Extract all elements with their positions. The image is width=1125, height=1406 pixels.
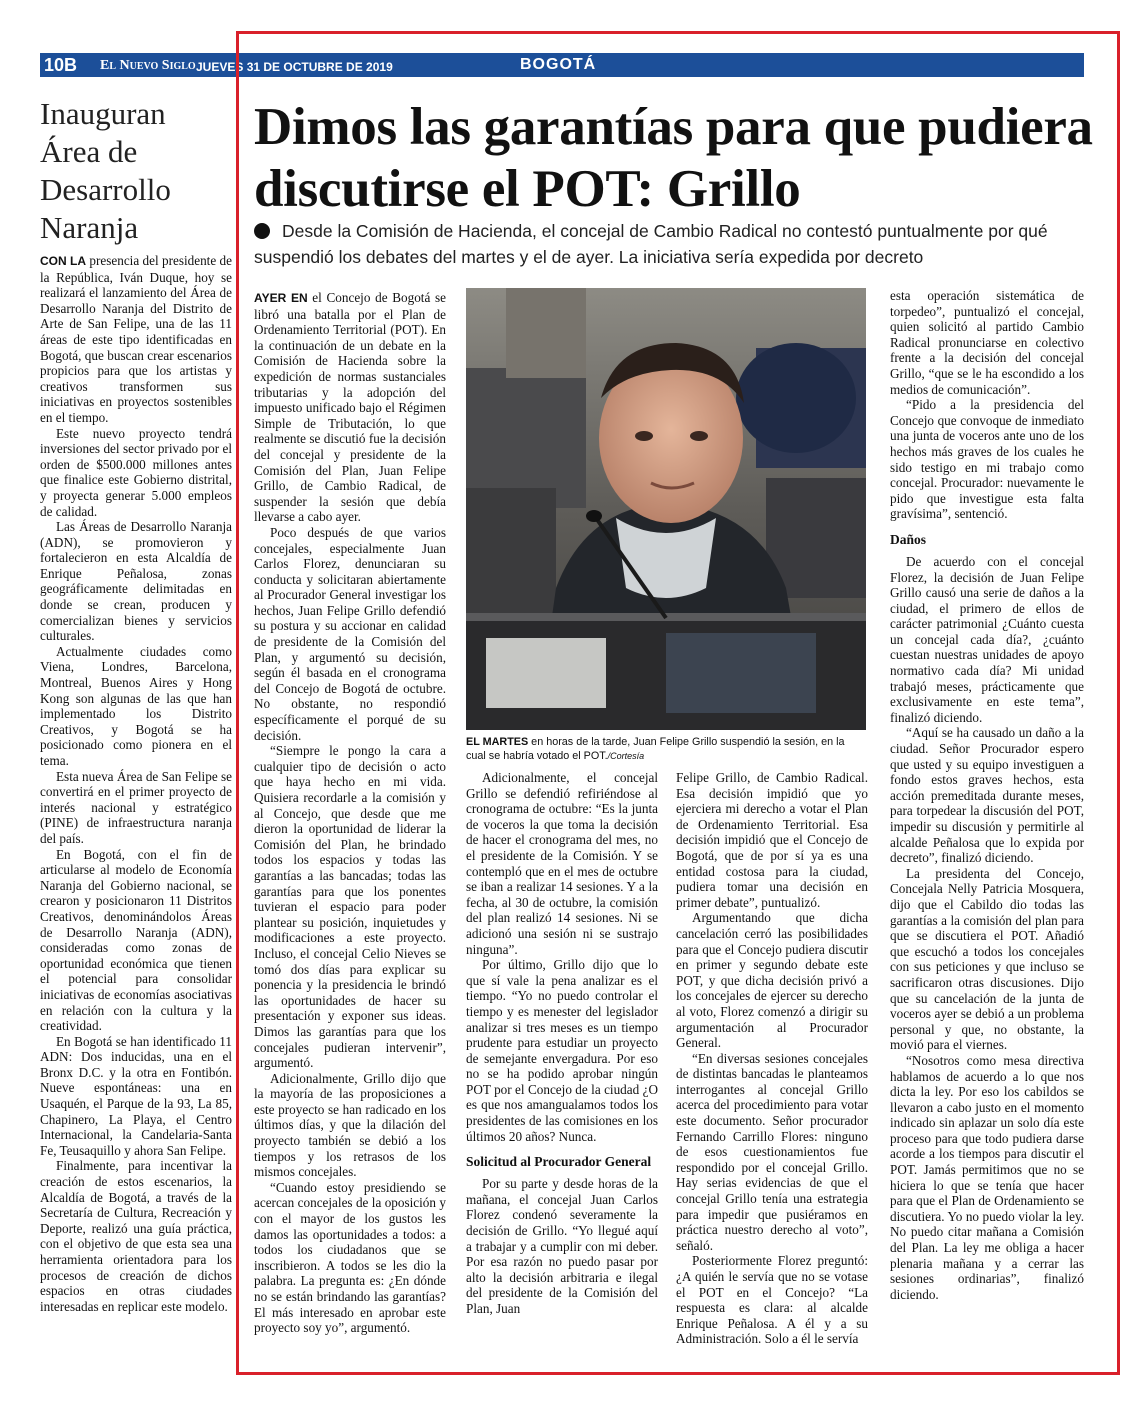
main-story-lead: AYER EN <box>254 291 308 305</box>
main-headline: Dimos las garantías para que pudiera discutirse el POT: Grillo <box>254 98 1093 218</box>
photo-illustration <box>466 288 866 730</box>
paragraph: Por su parte y desde horas de la mañana, el concejal Juan Carlos Florez condenó severamente la decisión de Grillo. “Yo llegué aquí a trabajar y a cumplir con mi deber. Por esa razón no puedo pasar por alto la decisión arbitraria e ilegal del presidente de la Comisión del Plan, Juan <box>466 1176 658 1316</box>
section-name: BOGOTÁ <box>520 56 597 73</box>
paragraph: De acuerdo con el concejal Florez, la decisión de Juan Felipe Grillo causó una serie de daños a la ciudad, el primero de ellos de carácter patrimonial ¿Cuánto cuesta un concejal cada día?, ¿cuánto cuestan nuestras unidades de apoyo normativo cada día? Mi unidad trabajó meses, prácticamente que exclusivamente en este tema”, finalizó diciendo. <box>890 553 1084 725</box>
side-paragraph: En Bogotá se han identificado 11 ADN: Dos inducidas, una en el Bronx D.C. y la otra en Fontibón. Nueve espontáneas: una en Usaquén, el Parque de la 93, La 85, Chapinero, La Playa, el Centro Internacional, la Candelaria-Santa Fe, Teusaquillo y ahora San Felipe. <box>40 1033 232 1158</box>
paragraph: esta operación sistemática de torpedeo”, puntualizó el concejal, quien solicitó al partido Cambio Radical pronunciarse en colectivo frente a la decisión del concejal Grillo, “que se le ha escondido a los medios de comunicación”. <box>890 288 1084 397</box>
main-deck: Desde la Comisión de Hacienda, el concejal de Cambio Radical no contestó puntualmente por qué suspendió los debates del martes y el de ayer. La iniciativa sería expedida por decreto <box>254 221 1048 267</box>
paragraph: Felipe Grillo, de Cambio Radical. Esa decisión impidió que yo ejerciera mi derecho a votar el Plan de Ordenamiento Territorial. Esa decisión impidió que el Concejo de Bogotá, que de por sí ya es una entidad costosa para la ciudad, pudiera tomar una decisión en primer debate”, puntualizó. <box>676 770 868 910</box>
paragraph: Por último, Grillo dijo que lo que sí vale la pena analizar es el tiempo. “Yo no puedo controlar el tiempo y es menester del legislador analizar si tres meses es un tiempo prudente para estudiar un proyecto de semejante envergadura. Por eso no se ha podido aprobar ningún POT por el Concejo de la ciudad ¿O es que nos amangualamos todos los presidentes de las comisiones en los últimos 20 años? Nunca. <box>466 957 658 1144</box>
photo-caption <box>466 735 866 763</box>
side-paragraph: Las Áreas de Desarrollo Naranja (ADN), se promovieron y fortalecieron en esta Alcaldía de Enrique Peñalosa, zonas geográficamente delimitadas en donde se crean, producen y comercializan bienes y servicios culturales. <box>40 519 232 644</box>
page-number: 10B <box>44 55 78 75</box>
caption-text: en horas de la tarde, Juan Felipe Grillo suspendió la sesión, en la cual se habría votado el POT. <box>466 736 845 762</box>
main-column-2 <box>466 770 658 1317</box>
side-paragraph: CON LA presencia del presidente de la República, Iván Duque, hoy se realizará el lanzamiento del Área de Desarrollo Naranja del Distrito de Arte de San Felipe, una de las 11 áreas de este tipo identificadas en Bogotá, que buscan crear escenarios propicios para que los artistas y creativos transformen sus iniciativas en proyectos sostenibles en el tiempo. <box>40 253 233 425</box>
paragraph: AYER EN el Concejo de Bogotá se libró una batalla por el Plan de Ordenamiento Territorial (POT). En la continuación de un debate en la Comisión de Hacienda sobre la expedición de normas sustanciales tributarias y la adopción del impuesto unificado bajo el Régimen Simple de Tributación, lo que realmente se discutió fue la decisión del concejal y presidente de la Comisión del Plan, Juan Felipe Grillo, de Cambio Radical, de suspender la sesión que debía llevarse a cabo ayer. <box>254 290 446 525</box>
paragraph: “En diversas sesiones concejales de distintas bancadas le planteamos interrogantes al concejal Grillo acerca del procedimiento para votar este documento. Señor procurador Fernando Carrillo Flores: ninguno de esos cuestionamientos fue respondido por el concejal Grillo. Hay serias evidencias de que el concejal Grillo tenía una estrategia para impedir que pusiéramos en práctica nuestro derecho al voto”, señaló. <box>676 1050 868 1253</box>
side-story-title: Inauguran Área de Desarrollo Naranja <box>40 96 171 245</box>
paragraph: La presidenta del Concejo, Concejala Nelly Patricia Mosquera, dijo que el Cabildo dio todas las garantías a la comisión del plan para que se discutiera el POT. Añadió que escuchó a todos los concejales con sus peticiones y que incluso se sacrificaron otras discusiones. Dijo que su cancelación de la junta de voceros ayer se debió a un problema personal y que, no obstante, la movió para el viernes. <box>890 865 1084 1053</box>
subhead-procurador: Solicitud al Procurador General <box>466 1154 652 1170</box>
paragraph: Adicionalmente, Grillo dijo que la mayoría de las proposiciones a este proyecto se han radicado en los últimos días, y que la dilación del proyecto también se debió a los tiempos y los retrasos de los mismos concejales. <box>254 1070 446 1180</box>
side-paragraph: Finalmente, para incentivar la creación de estos escenarios, la Alcaldía de Bogotá, a través de la Secretaría de Cultura, Recreación y Deporte, realizó una guía práctica, con el objetivo de que esta sea una herramienta orientadora para los procesos de creación de dichos espacios en otras ciudades interesadas en replicar este modelo. <box>40 1158 232 1314</box>
issue-date: JUEVES 31 DE OCTUBRE DE 2019 <box>196 60 393 74</box>
side-story-body <box>40 253 232 1314</box>
paragraph: Poco después de que varios concejales, especialmente Juan Carlos Florez, denunciaran su conducta y solicitaran abiertamente al Procurador General investigar los hechos, Juan Felipe Grillo defendió su postura y su accionar en calidad de presidente de la Comisión del Plan, y argumentó su decisión, según él basada en el cronograma del Concejo de Bogotá de octubre. No obstante, no respondió específicamente el porqué de su decisión. <box>254 524 446 743</box>
caption-lead: EL MARTES <box>466 736 529 748</box>
side-paragraph: Este nuevo proyecto tendrá inversiones del sector privado por el orden de $500.000 millones antes que finalice este Gobierno distrital, y proyecta generar 5.000 empleos de calidad. <box>40 425 232 519</box>
paragraph: Argumentando que dicha cancelación cerró las posibilidades para que el Concejo pudiera discutir en primer y segundo debate este POT, y que dicha decisión privó a los concejales de ejercer su derecho al voto, Florez comenzó a dirigir su argumentación al Procurador General. <box>676 910 868 1051</box>
paragraph: “Pido a la presidencia del Concejo que convoque de inmediato una junta de voceros ante uno de los hechos más graves de los cuales he sido testigo en mi trabajo como concejal. Procurador: nuevamente le pido que investigue esta falta gravísima”, sentenció. <box>890 397 1084 522</box>
paragraph: “Nosotros como mesa directiva hablamos de acuerdo a lo que nos dicta la ley. Por eso los cabildos se llevaron a cabo justo en el momento indicado sin aplazar un solo día este proceso para que todo pudiera darse acorde a los tiempos para discutir el POT. Jamás permitimos que no se hiciera lo que se tenía que hacer para que el Plan de Ordenamiento se discutiera. Yo no puedo violar la ley. No puedo citar mañana a Comisión del Plan. La ley me obliga a hacer plenaria mañana y a cerrar las sesiones ordinarias”, finalizó diciendo. <box>890 1052 1084 1302</box>
paragraph: “Cuando estoy presidiendo se acercan concejales de la oposición y con el mayor de los gustos les damos las oportunidades a todos: a todos los ciudadanos que se inscribieron. A todos se les dio la palabra. La pregunta es: ¿En dónde no se están brindando las garantías? El más interesado en aprobar este proyecto soy yo”, argumentó. <box>254 1179 446 1336</box>
paragraph: Posteriormente Florez preguntó: ¿A quién le servía que no se votase el POT en el Concejo? “La respuesta es clara: al alcalde Enrique Peñalosa. A él y a su Administración. Solo a él le servía <box>676 1253 868 1347</box>
paragraph: “Aquí se ha causado un daño a la ciudad. Señor Procurador espero que usted y su equipo investiguen a fondo estos graves hechos, esta acción premeditada durante meses, para torpedear la discusión del POT, impedir su discusión y permitirle al alcalde Peñalosa que lo expida por decreto”, finalizó diciendo. <box>890 725 1084 866</box>
paragraph: Adicionalmente, el concejal Grillo se defendió refiriéndose al cronograma de octubre: “Es la junta de voceros la que toma la decisión de hacer el cronograma del mes, no el presidente de la Comisión. Y se contempló que en el mes de octubre se iban a realizar 14 sesiones. Y a la fecha, al 30 de octubre, la comisión del plan realizó 14 sesiones. Ni se adicionó una sesión ni se sustrajo ninguna”. <box>466 770 658 957</box>
main-column-1 <box>254 290 446 1336</box>
newspaper-name: El Nuevo Siglo <box>100 58 196 73</box>
subhead-danos: Daños <box>890 531 927 547</box>
side-paragraph: Esta nueva Área de San Felipe se convertirá en el primer proyecto de interés nacional y estratégico (PINE) de infraestructura naranja del país. <box>40 768 232 846</box>
photo-credit: /Cortesía <box>607 751 645 761</box>
side-paragraph: Actualmente ciudades como Viena, Londres, Barcelona, Montreal, Buenos Aires y Hong Kong son algunas de las que han implementado los Distrito Creativos, y Bogotá se ha posicionado como pionera en el tema. <box>40 643 232 768</box>
side-story-lead: CON LA <box>40 254 87 268</box>
side-paragraph: En Bogotá, con el fin de articularse al modelo de Economía Naranja del Gobierno nacional, se crearon y posicionaron 11 Distritos Creativos, denominándolos Áreas de Desarrollo Naranja (ADN), consideradas como zonas de oportunidad económica que tienen el potencial para consolidar iniciativas de economías asociativas en relación con la cultura y la creatividad. <box>40 846 232 1034</box>
paragraph: “Siempre le pongo la cara a cualquier tipo de decisión o acto que haya hecho en mi vida. Quisiera recordarle a la comisión y al Concejo, que desde que me dieron la oportunidad de liderar la Comisión del Plan, he brindado todos los espacios y todas las garantías a las bancadas; todas las garantías para que los ponentes tuvieran el espacio para poder plantear su posición, inquietudes y modificaciones a este proyecto. Incluso, el concejal Celio Nieves se tomó dos días para explicar su ponencia y la presidencia le brindó las oportunidades de hacer su presentación y exponer sus ideas. Dimos las garantías para que los concejales pudieran intervenir”, argumentó. <box>254 743 446 1071</box>
news-photo <box>466 288 866 730</box>
main-column-3 <box>676 770 868 1347</box>
main-column-4 <box>890 288 1084 1302</box>
